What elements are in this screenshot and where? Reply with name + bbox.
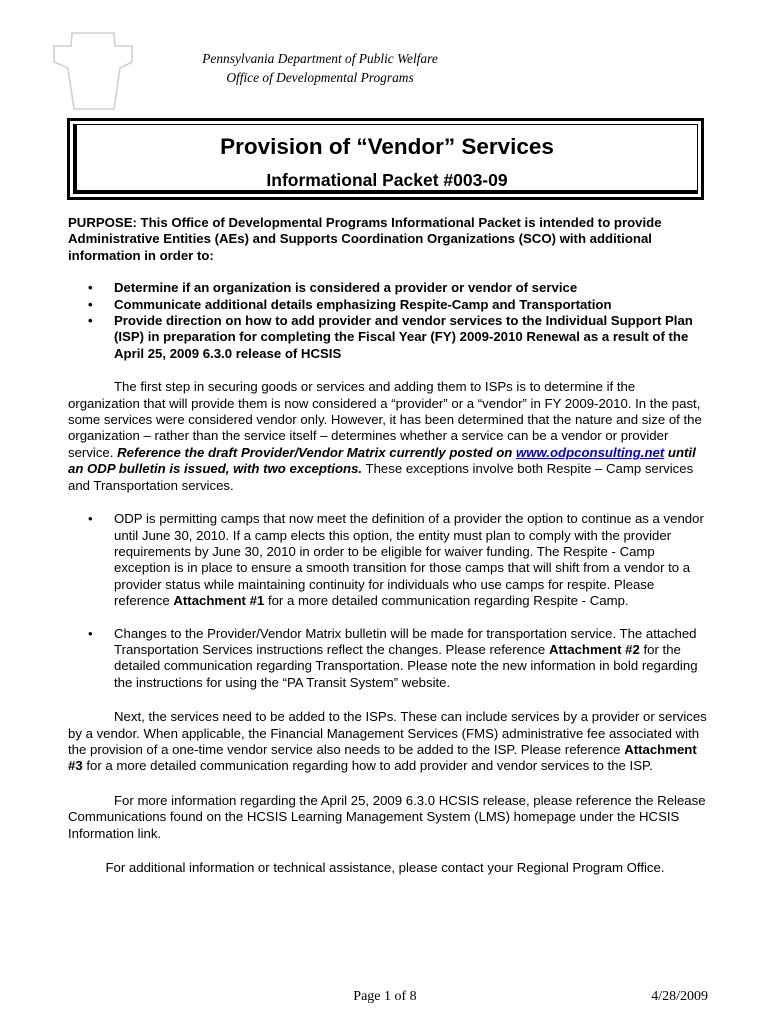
isp-text: for a more detailed communication regarding how to add provider and vendor services to the ISP. <box>86 758 653 774</box>
purpose-list <box>68 280 708 362</box>
purpose-list-item: • Determine if an organization is considered a provider or vendor of service <box>68 280 708 296</box>
odpconsulting-link[interactable]: www.odpconsulting.net <box>516 444 665 460</box>
hcsis-paragraph: For more information regarding the April 25, 2009 6.3.0 HCSIS release, please reference the Release Communications found on the HCSIS Learning Management System (LMS) homepage under the HCSIS Information link. <box>68 792 706 841</box>
keystone-logo-icon <box>52 32 134 110</box>
document-title: Provision of “Vendor” Services <box>220 134 554 159</box>
attachment-3-reference: Attachment #3 <box>68 741 697 774</box>
exception-respite-camp <box>68 511 708 609</box>
isp-paragraph <box>68 709 708 775</box>
page-number: Page 1 of 8 <box>353 989 417 1004</box>
exceptions-intro: These exceptions involve both Respite – Camp services and Transportation services. <box>68 461 694 493</box>
purpose-list-item: • Provide direction on how to add provider and vendor services to the Individual Support Plan (ISP) in preparation for completing the Fiscal Year (FY) 2009-2010 Renewal as a result of the April 25, 2009 6.3.0 release of HCSIS <box>68 313 708 362</box>
bulletin-note: until an ODP bulletin is issued, with two exceptions. <box>68 444 696 477</box>
matrix-reference: Reference the draft Provider/Vendor Matrix currently posted on <box>117 444 513 460</box>
title-box <box>67 118 704 200</box>
exception-text: ODP is permitting camps that now meet the definition of a provider the option to continue as a vendor until June 30, 2010. If a camp elects this option, the entity must plan to comply with the provider requirements by June 30, 2010 in order to be eligible for waiver funding. The Respite - Camp exception is in place to ensure a smooth transition for those camps that will shift from a vendor to a provider status while maintaining continuity for individuals who use camps for respite. Please reference <box>114 511 704 609</box>
attachment-1-reference: Attachment #1 <box>173 593 265 609</box>
contact-paragraph: For additional information or technical assistance, please contact your Regional Program Office. <box>105 860 665 875</box>
exception-text: for the detailed communication regarding Transportation. Please note the new information in bold regarding the instructions for using the “PA Transit System” website. <box>114 641 698 690</box>
document-subtitle: Informational Packet #003-09 <box>266 170 508 190</box>
exception-transportation <box>68 626 708 692</box>
agency-name: Pennsylvania Department of Public Welfare <box>202 51 438 66</box>
isp-text: Next, the services need to be added to the ISPs. These can include services by a provider or services by a vendor. When applicable, the Financial Management Services (FMS) administrative fee associated with the provision of a one-time vendor service also needs to be added to the ISP. Please reference <box>68 709 707 757</box>
exceptions-list <box>68 511 708 691</box>
agency-header <box>150 49 490 87</box>
attachment-2-reference: Attachment #2 <box>548 641 640 657</box>
intro-paragraph <box>68 379 708 494</box>
document-date: 4/28/2009 <box>651 989 708 1004</box>
document-body <box>68 215 708 876</box>
exception-text: Changes to the Provider/Vendor Matrix bulletin will be made for transportation service. The attached Transportation Services instructions reflect the changes. Please reference <box>114 625 697 657</box>
office-name: Office of Developmental Programs <box>226 70 414 85</box>
intro-text: The first step in securing goods or services and adding them to ISPs is to determine if the organization that will provide them is now considered a “provider” or a “vendor” in FY 2009-2010. In the past, some services were considered vendor only. However, it has been determined that the nature and size of the organization – rather than the service itself – determines whether a service can be a vendor or provider service. <box>68 379 702 460</box>
exception-text: for a more detailed communication regarding Respite - Camp. <box>267 593 629 609</box>
purpose-paragraph: PURPOSE: This Office of Developmental Programs Informational Packet is intended to provide Administrative Entities (AEs) and Supports Coordination Organizations (SCO) with additional information in order to: <box>68 215 662 263</box>
purpose-list-item: • Communicate additional details emphasizing Respite-Camp and Transportation <box>68 297 708 313</box>
